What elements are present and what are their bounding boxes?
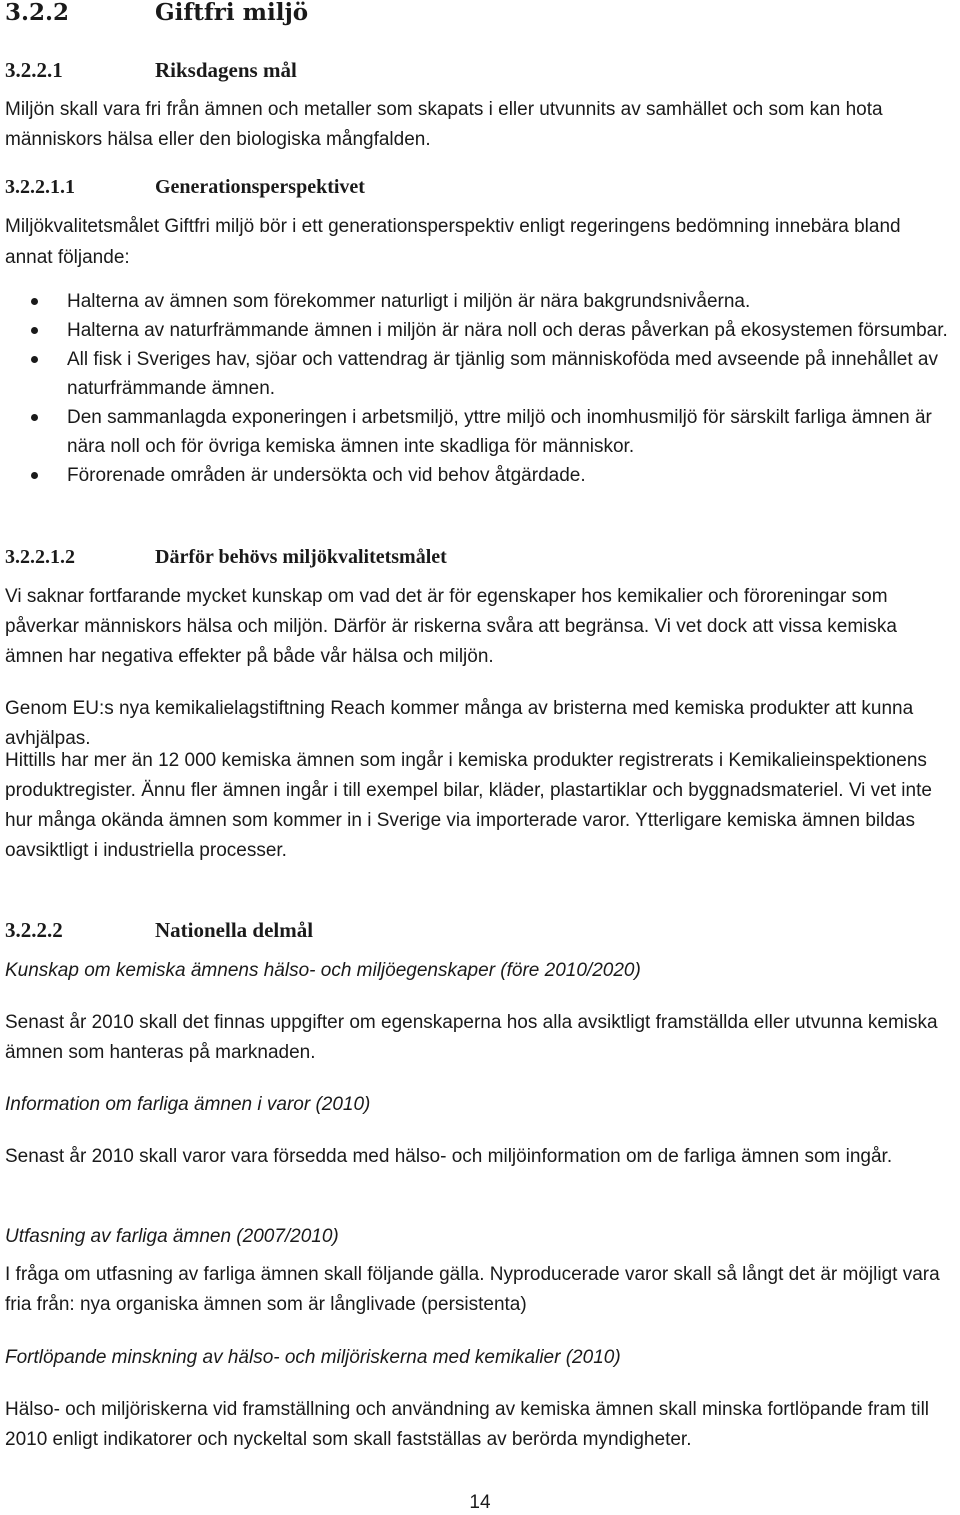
section-number: 3.2.2.2 (5, 918, 63, 942)
subgoal-title-information: Information om farliga ämnen i varor (2010) (5, 1094, 371, 1115)
section-number: 3.2.2.1 (5, 58, 63, 82)
list-item (5, 461, 950, 490)
section-number: 3.2.2.1.2 (5, 546, 75, 568)
section-title: Generationsperspektivet (155, 176, 365, 198)
section-title: Giftfri miljö (155, 0, 309, 26)
paragraph-goal: Miljön skall vara fri från ämnen och metaller som skapats i eller utvunnits av samhället och som kan hota människors hälsa eller den biologiska mångfalden. (5, 99, 883, 150)
subgoal-text-knowledge: Senast år 2010 skall det finnas uppgifter om egenskaperna hos alla avsiktligt framställda eller utvunna kemiska ämnen som hanteras på marknaden. (5, 1012, 938, 1063)
list-item-text: Den sammanlagda exponeringen i arbetsmiljö, yttre miljö och inomhusmiljö för särskilt farliga ämnen är nära noll och för övriga kemiska ämnen inte skadliga för människor. (67, 407, 932, 457)
list-item (5, 403, 950, 461)
subgoal-text-reduction: Hälso- och miljöriskerna vid framställning och användning av kemiska ämnen skall minska fortlöpande fram till 2010 enligt indikatorer och nyckeltal som skall fastställas av berörda myndigheter. (5, 1399, 930, 1450)
list-item (5, 316, 950, 345)
paragraph-registry: Hittills har mer än 12 000 kemiska ämnen som ingår i kemiska produkter registrerats i Kemikalieinspektionens produktregister. Ännu fler ämnen ingår i till exempel bilar, kläder, plastartiklar och byggnadsmateriel. Vi vet inte hur många okända ämnen som kommer in i Sverige via importerade varor. Ytterligare kemiska ämnen bildas oavsiktligt i industriella processer. (5, 750, 932, 861)
section-heading-3-2-2-1-2 (5, 546, 447, 569)
bullet-list (5, 287, 950, 490)
subgoal-text-information: Senast år 2010 skall varor vara försedda med hälso- och miljöinformation om de farliga ämnen som ingår. (5, 1146, 893, 1167)
section-heading-3-2-2 (5, 0, 308, 26)
bullet-icon (31, 472, 38, 479)
list-item-text: Halterna av naturfrämmande ämnen i miljön är nära noll och deras påverkan på ekosystemen försumbar. (67, 320, 948, 341)
list-item-text: Halterna av ämnen som förekommer naturligt i miljön är nära bakgrundsnivåerna. (67, 291, 751, 312)
section-title: Därför behövs miljökvalitetsmålet (155, 546, 447, 568)
subgoal-text-phaseout: I fråga om utfasning av farliga ämnen skall följande gälla. Nyproducerade varor skall så långt det är möjligt vara fria från: nya organiska ämnen som är långlivade (persistenta) (5, 1264, 940, 1315)
subgoal-title-knowledge: Kunskap om kemiska ämnens hälso- och miljöegenskaper (före 2010/2020) (5, 960, 641, 981)
section-heading-3-2-2-1 (5, 58, 297, 83)
bullet-icon (31, 327, 38, 334)
paragraph-reach: Genom EU:s nya kemikalielagstiftning Reach kommer många av bristerna med kemiska produkter att kunna avhjälpas. (5, 698, 914, 749)
list-item (5, 345, 950, 403)
section-number: 3.2.2 (5, 0, 70, 26)
section-heading-3-2-2-2 (5, 918, 313, 943)
bullet-icon (31, 356, 38, 363)
bullet-icon (31, 414, 38, 421)
paragraph-generation: Miljökvalitetsmålet Giftfri miljö bör i ett generationsperspektiv enligt regeringens bedömning innebära bland annat följande: (5, 216, 901, 268)
subgoal-title-reduction: Fortlöpande minskning av hälso- och miljöriskerna med kemikalier (2010) (5, 1347, 621, 1368)
subgoal-title-phaseout: Utfasning av farliga ämnen (2007/2010) (5, 1226, 339, 1247)
section-title: Nationella delmål (155, 918, 314, 942)
paragraph-why: Vi saknar fortfarande mycket kunskap om vad det är för egenskaper hos kemikalier och föroreningar som påverkar människors hälsa och miljön. Därför är riskerna svåra att begränsa. Vi vet dock att vissa kemiska ämnen har negativa effekter på både vår hälsa och miljön. (5, 586, 897, 667)
page-number: 14 (469, 1492, 491, 1513)
list-item (5, 287, 950, 316)
section-number: 3.2.2.1.1 (5, 176, 75, 198)
list-item-text: All fisk i Sveriges hav, sjöar och vattendrag är tjänlig som människoföda med avseende på innehållet av naturfrämmande ämnen. (67, 349, 938, 399)
list-item-text: Förorenade områden är undersökta och vid behov åtgärdade. (67, 465, 586, 486)
section-title: Riksdagens mål (155, 58, 297, 82)
section-heading-3-2-2-1-1 (5, 176, 365, 199)
bullet-icon (31, 298, 38, 305)
